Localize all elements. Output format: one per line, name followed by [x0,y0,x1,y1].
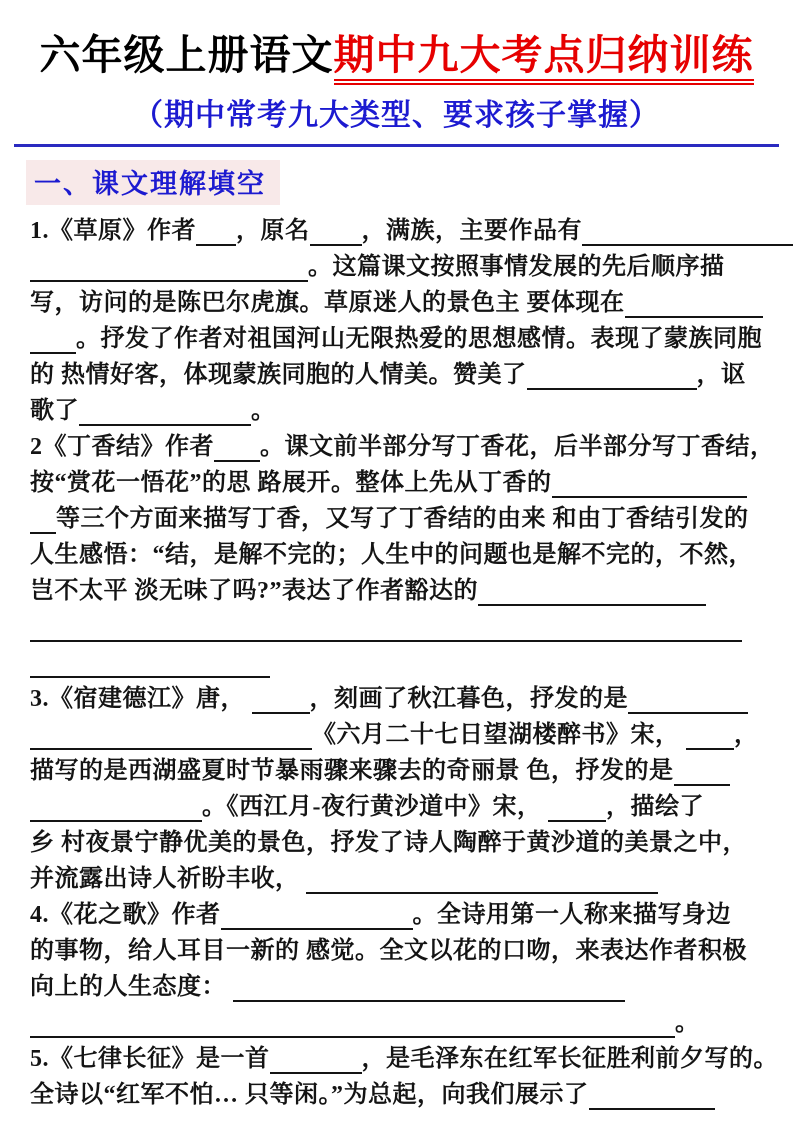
fill-in-blank [221,904,413,930]
text-line [30,609,770,645]
text-line [30,969,770,1005]
fill-in-blank [214,436,260,462]
fill-in-blank [628,688,748,714]
fill-in-blank [30,508,56,534]
text-line [30,1041,778,1077]
text-segment: 人生感悟：“结，是解不完的；人生中的问题也是解不完的，不然， [30,542,753,569]
text-segment: 4.《花之歌》作者 [30,902,221,929]
text-line [30,393,770,429]
fill-in-blank [478,580,706,606]
text-segment: 的 热情好客，体现蒙族同胞的人情美。赞美了 [30,362,527,389]
text-segment: 按“赏花一悟花”的思 路展开。整体上先从丁香的 [30,470,552,497]
text-segment: ，讴 [696,362,746,389]
text-segment: 。《西江月-夜行黄沙道中》宋， [202,794,548,821]
text-line [30,285,770,321]
fill-in-blank [306,868,658,894]
text-segment: 岂不太平 淡无味了吗?”表达了作者豁达的 [30,578,478,605]
fill-in-blank [552,472,747,498]
text-line [30,429,775,465]
text-segment: ，刻画了秋江暮色，抒发的是 [309,686,628,713]
text-segment: 歌了 [30,398,79,425]
text-segment: 。这篇课文按照事情发展的先后顺序描 [308,254,725,281]
fill-in-blank [30,256,308,282]
text-segment: 。抒发了作者对祖国河山无限热爱的思想感情。表现了蒙族同胞 [76,326,762,353]
text-line [30,645,770,681]
fill-in-blank [548,796,606,822]
text-line [30,933,770,969]
text-segment: 并流露出诗人祈盼丰收， [30,866,306,893]
title-highlight: 期中九大考点归纳训练 [334,32,754,85]
text-line [30,753,770,789]
text-line [30,825,770,861]
text-segment: 乡 村夜景宁静优美的景色，抒发了诗人陶醉于黄沙道的美景之中， [30,830,747,857]
divider-line [14,144,779,147]
text-segment: ，是毛泽东在红军长征胜利前夕写的。 [361,1046,778,1073]
fill-in-blank [527,364,697,390]
fill-in-blank [686,724,734,750]
section-heading: 一、课文理解填空 [26,160,280,205]
fill-in-blank [30,328,76,354]
fill-in-blank [252,688,310,714]
text-segment: 。 [251,398,276,425]
text-line [30,573,770,609]
text-line [30,1005,770,1041]
fill-in-blank [233,976,625,1002]
fill-in-blank [30,796,202,822]
fill-in-blank [79,400,251,426]
fill-in-blank [270,1048,362,1074]
text-segment: 。全诗用第一人称来描写身边 [412,902,731,929]
text-line [30,1077,770,1113]
fill-in-blank [625,292,763,318]
fill-in-blank [196,220,236,246]
text-segment: 。课文前半部分写丁香花，后半部分写丁香结， [260,434,775,461]
fill-in-blank [30,724,312,750]
text-line [30,465,770,501]
text-segment: ，描绘了 [606,794,704,821]
content-lines [30,213,778,1113]
text-segment: 5.《七律长征》是一首 [30,1046,270,1073]
text-line [30,501,770,537]
fill-in-blank [30,1012,675,1038]
text-segment: 全诗以“红军不怕… 只等闲。”为总起，向我们展示了 [30,1082,589,1109]
text-segment: 2《丁香结》作者 [30,434,214,461]
text-segment: 的事物，给人耳目一新的 感觉。全文以花的口吻，来表达作者积极 [30,938,747,965]
text-segment: 向上的人生态度： [30,974,233,1001]
fill-in-blank [310,220,362,246]
text-segment: 描写的是西湖盛夏时节暴雨骤来骤去的奇丽景 色，抒发的是 [30,758,674,785]
text-segment: 1.《草原》作者 [30,218,196,245]
text-line [30,249,770,285]
page-subtitle: （期中常考九大类型、要求孩子掌握） [133,99,660,133]
text-segment: ， [734,722,759,749]
text-line [30,897,770,933]
fill-in-blank [30,652,270,678]
text-line [30,861,770,897]
fill-in-blank [589,1084,715,1110]
text-line [30,357,770,393]
text-segment: 写，访问的是陈巴尔虎旗。草原迷人的景色主 要体现在 [30,290,625,317]
text-segment: 《六月二十七日望湖楼醉书》宋， [312,722,686,749]
text-segment: 等三个方面来描写丁香，又写了丁香结的由来 和由丁香结引发的 [56,506,749,533]
text-segment: 。 [675,1010,700,1037]
page-title [0,30,793,81]
page-header [0,0,793,134]
fill-in-blank [674,760,730,786]
text-segment: 3.《宿建德江》唐， [30,686,252,713]
text-line [30,789,770,825]
text-line [30,717,770,753]
fill-in-blank [30,616,742,642]
text-line [30,321,770,357]
text-line [30,213,770,249]
text-segment: ，满族，主要作品有 [361,218,582,245]
title-main: 六年级上册语文 [39,32,334,78]
text-line [30,537,770,573]
fill-in-blank [582,220,793,246]
text-segment: ，原名 [236,218,310,245]
text-line [30,681,770,717]
